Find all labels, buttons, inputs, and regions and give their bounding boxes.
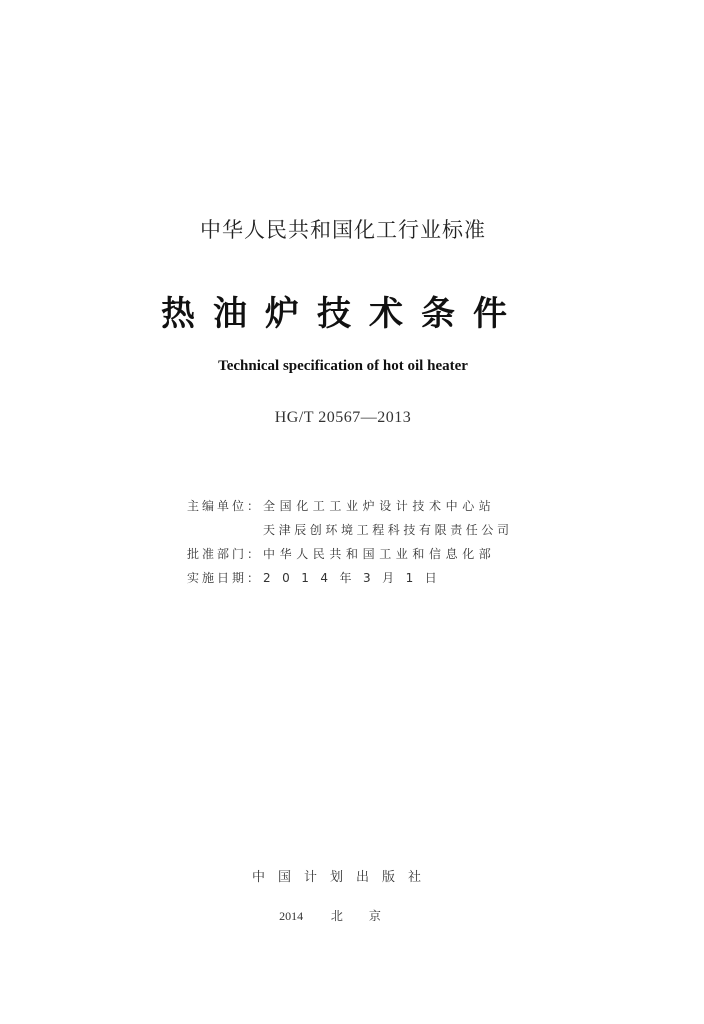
effective-date-label: 实施日期： — [187, 571, 263, 585]
industry-standard-heading: 中华人民共和国化工行业标准 — [200, 218, 486, 242]
approver-label: 批准部门： — [187, 547, 263, 561]
standard-code: HG/T 20567—2013 — [274, 409, 412, 426]
editor-label: 主编单位： — [187, 499, 263, 513]
editor-value-2: 天津辰创环境工程科技有限责任公司 — [263, 523, 513, 537]
effective-date-row — [187, 566, 513, 590]
approver-row — [187, 542, 513, 566]
document-title-en: Technical specification of hot oil heater — [218, 358, 468, 374]
publisher-name: 中国计划出版社 — [251, 870, 434, 885]
document-title-cn: 热油炉技术条件 — [161, 294, 525, 334]
approver-value: 中华人民共和国工业和信息化部 — [263, 547, 496, 561]
effective-date-value: 2014年3月1日 — [263, 571, 449, 585]
publication-info-block — [187, 494, 513, 590]
editor-value-1: 全国化工工业炉设计技术中心站 — [263, 499, 496, 513]
editor-label-spacer — [187, 518, 263, 542]
editor-row-2 — [187, 518, 513, 542]
editor-row — [187, 494, 513, 518]
publication-year: 2014 — [279, 909, 304, 923]
publication-place-line — [0, 907, 686, 924]
publication-city: 北京 — [330, 909, 407, 923]
